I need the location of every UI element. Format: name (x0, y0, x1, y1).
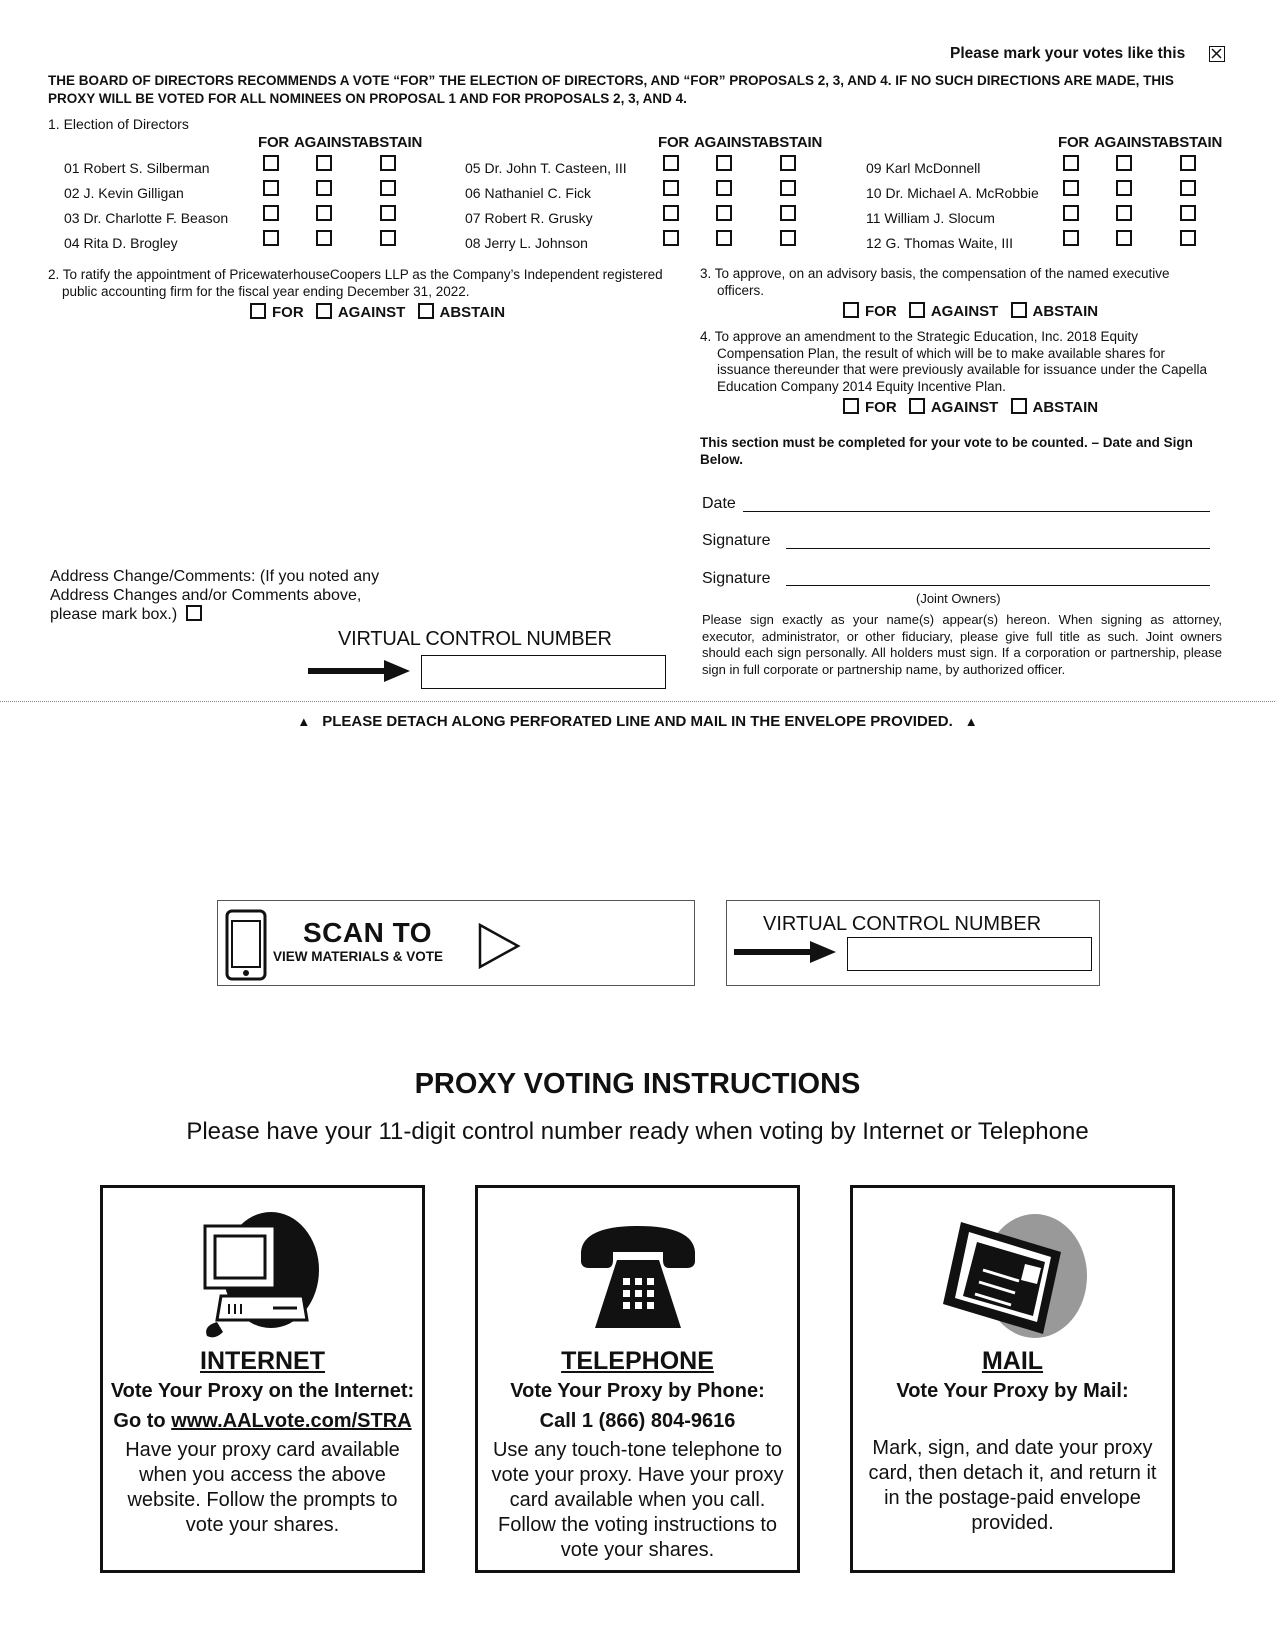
nominee-name: 06 Nathaniel C. Fick (465, 185, 592, 201)
col-header-abstain: ABSTAIN (358, 134, 423, 151)
option-label: ABSTAIN (1032, 303, 1099, 320)
proposal-2-for-checkbox[interactable] (250, 303, 266, 319)
smartphone-icon (224, 909, 268, 981)
address-change-checkbox[interactable] (186, 605, 202, 621)
proposal-3-for-checkbox[interactable] (843, 302, 859, 318)
col-header-abstain: ABSTAIN (1158, 134, 1223, 151)
option-label: FOR (865, 303, 897, 320)
nominee-10-abstain-checkbox[interactable] (1180, 180, 1196, 196)
option-label: ABSTAIN (1032, 399, 1099, 416)
option-label: AGAINST (930, 399, 999, 416)
arrow-right-icon (734, 939, 836, 965)
telephone-number: Call 1 (866) 804-9616 (539, 1410, 736, 1432)
play-triangle-icon (478, 923, 522, 969)
internet-subtitle: Vote Your Proxy on the Internet: (110, 1380, 415, 1402)
nominee-6-for-checkbox[interactable] (663, 180, 679, 196)
address-change-label: Address Change/Comments: (If you noted any Address Changes and/or Comments above, please mark box.) (50, 568, 380, 623)
computer-icon (193, 1212, 333, 1342)
internet-card (100, 1185, 425, 1573)
nominee-10-for-checkbox[interactable] (1063, 180, 1079, 196)
col-header-for: FOR (1058, 134, 1090, 151)
nominee-7-against-checkbox[interactable] (716, 205, 732, 221)
board-recommendation: THE BOARD OF DIRECTORS RECOMMENDS A VOTE “FOR” THE ELECTION OF DIRECTORS, AND “FOR” PROPOSALS 2, 3, AND 4. IF NO SUCH DIRECTIONS ARE MADE, THIS PROXY WILL BE VOTED FOR ALL NOMINEES ON PROPOSAL 1 AND FOR PROPOSALS 2, 3, AND 4. (48, 73, 1174, 106)
sign-instructions: Please sign exactly as your name(s) appear(s) hereon. When signing as attorney, executor, administrator, or other fiduciary, please give full title as such. Joint owners should each sign personally. All holders must sign. If a corporation or partnership, please sign in full corporate or partnership name, by authorized officer. (702, 612, 1222, 677)
go-to-label: Go to (113, 1410, 172, 1432)
col-header-against: AGAINST (1094, 134, 1161, 151)
date-label: Date (702, 495, 736, 512)
telephone-body: Use any touch-tone telephone to vote your proxy. Have your proxy card available when you call. Follow the voting instructions to vote your shares. (491, 1439, 784, 1561)
nominee-2-abstain-checkbox[interactable] (380, 180, 396, 196)
nominee-6-against-checkbox[interactable] (716, 180, 732, 196)
nominee-name: 07 Robert R. Grusky (465, 210, 593, 226)
proposal-4-options (843, 398, 1098, 416)
nominee-11-for-checkbox[interactable] (1063, 205, 1079, 221)
option-label: FOR (272, 304, 304, 321)
nominee-11-against-checkbox[interactable] (1116, 205, 1132, 221)
nominee-7-for-checkbox[interactable] (663, 205, 679, 221)
nominee-7-abstain-checkbox[interactable] (780, 205, 796, 221)
up-triangle-icon: ▲ (964, 714, 978, 729)
election-title: 1. Election of Directors (48, 116, 189, 132)
option-label: AGAINST (337, 304, 406, 321)
telephone-icon (573, 1212, 703, 1342)
perforation-line (0, 701, 1275, 702)
nominee-3-against-checkbox[interactable] (316, 205, 332, 221)
internet-title: INTERNET (200, 1347, 325, 1375)
option-label: AGAINST (930, 303, 999, 320)
nominee-12-against-checkbox[interactable] (1116, 230, 1132, 246)
internet-body: Have your proxy card available when you access the above website. Follow the prompts to vote your shares. (125, 1439, 400, 1536)
nominee-12-for-checkbox[interactable] (1063, 230, 1079, 246)
telephone-card (475, 1185, 800, 1573)
nominee-name: 09 Karl McDonnell (866, 160, 981, 176)
mail-body: Mark, sign, and date your proxy card, then detach it, and return it in the postage-paid envelope provided. (868, 1437, 1157, 1534)
nominee-5-abstain-checkbox[interactable] (780, 155, 796, 171)
address-change-text (50, 567, 380, 624)
nominee-11-abstain-checkbox[interactable] (1180, 205, 1196, 221)
detach-instruction (0, 713, 1275, 730)
nominee-name: 03 Dr. Charlotte F. Beason (64, 210, 229, 226)
scan-to-box[interactable] (217, 900, 695, 986)
example-mark-icon (1209, 46, 1225, 62)
date-field[interactable] (743, 511, 1210, 512)
nominee-8-abstain-checkbox[interactable] (780, 230, 796, 246)
col-header-against: AGAINST (294, 134, 361, 151)
scan-to-title: SCAN TO (303, 917, 432, 948)
nominee-name: 02 J. Kevin Gilligan (64, 185, 184, 201)
proposal-3-text: 3. To approve, on an advisory basis, the compensation of the named executive officers. (700, 266, 1170, 298)
virtual-control-number-box (726, 900, 1100, 986)
nominee-8-for-checkbox[interactable] (663, 230, 679, 246)
nominee-name: 05 Dr. John T. Casteen, III (465, 160, 627, 176)
nominee-2-for-checkbox[interactable] (263, 180, 279, 196)
mail-subtitle: Vote Your Proxy by Mail: (896, 1380, 1129, 1402)
nominee-3-abstain-checkbox[interactable] (380, 205, 396, 221)
proposal-4-text: 4. To approve an amendment to the Strategic Education, Inc. 2018 Equity Compensation Plan, the result of which will be to make available shares for issuance thereunder that were previously available for issuance under the Capella Education Company 2014 Equity Incentive Plan. (700, 329, 1208, 394)
nominee-name: 08 Jerry L. Johnson (465, 235, 588, 251)
proposal-2-against-checkbox[interactable] (316, 303, 332, 319)
nominee-3-for-checkbox[interactable] (263, 205, 279, 221)
mail-envelope-icon (933, 1212, 1093, 1342)
instructions-subtitle: Please have your 11-digit control number ready when voting by Internet or Telephone (186, 1118, 1089, 1145)
virtual-control-number-field[interactable] (421, 655, 666, 689)
col-header-abstain: ABSTAIN (758, 134, 823, 151)
arrow-right-icon (308, 658, 410, 684)
col-header-against: AGAINST (694, 134, 761, 151)
detach-text: PLEASE DETACH ALONG PERFORATED LINE AND MAIL IN THE ENVELOPE PROVIDED. (322, 713, 953, 730)
virtual-control-number-field[interactable] (847, 937, 1092, 971)
nominee-6-abstain-checkbox[interactable] (780, 180, 796, 196)
mark-instruction: Please mark your votes like this (950, 45, 1186, 62)
nominee-10-against-checkbox[interactable] (1116, 180, 1132, 196)
signature-label: Signature (702, 532, 771, 549)
signature-label: Signature (702, 570, 771, 587)
proposal-3-against-checkbox[interactable] (909, 302, 925, 318)
signature-field[interactable] (786, 548, 1210, 549)
mail-card (850, 1185, 1175, 1573)
proposal-4-against-checkbox[interactable] (909, 398, 925, 414)
internet-url-line (103, 1406, 422, 1436)
nominee-name: 12 G. Thomas Waite, III (866, 235, 1014, 251)
internet-url-link[interactable]: www.AALvote.com/STRA (171, 1410, 412, 1432)
proposal-2-abstain-checkbox[interactable] (418, 303, 434, 319)
up-triangle-icon: ▲ (297, 714, 311, 729)
nominee-12-abstain-checkbox[interactable] (1180, 230, 1196, 246)
proposal-3-abstain-checkbox[interactable] (1011, 302, 1027, 318)
proposal-3-options (843, 302, 1098, 320)
nominee-name: 10 Dr. Michael A. McRobbie (866, 185, 1039, 201)
option-label: ABSTAIN (439, 304, 506, 321)
nominee-name: 11 William J. Slocum (866, 210, 995, 226)
nominee-name: 01 Robert S. Silberman (64, 160, 210, 176)
joint-owners-label: (Joint Owners) (916, 591, 1001, 606)
nominee-4-abstain-checkbox[interactable] (380, 230, 396, 246)
nominee-5-for-checkbox[interactable] (663, 155, 679, 171)
section-note: This section must be completed for your vote to be counted. – Date and Sign Below. (700, 435, 1193, 467)
nominee-1-for-checkbox[interactable] (263, 155, 279, 171)
joint-signature-field[interactable] (786, 585, 1210, 586)
instructions-title: PROXY VOTING INSTRUCTIONS (414, 1068, 861, 1100)
nominee-name: 04 Rita D. Brogley (64, 235, 178, 251)
nominee-1-abstain-checkbox[interactable] (380, 155, 396, 171)
proposal-4-for-checkbox[interactable] (843, 398, 859, 414)
nominee-8-against-checkbox[interactable] (716, 230, 732, 246)
option-label: FOR (865, 399, 897, 416)
mail-title: MAIL (981, 1347, 1044, 1375)
proposal-2-options (250, 303, 505, 321)
nominee-4-against-checkbox[interactable] (316, 230, 332, 246)
nominee-9-against-checkbox[interactable] (1116, 155, 1132, 171)
nominee-9-for-checkbox[interactable] (1063, 155, 1079, 171)
col-header-for: FOR (658, 134, 690, 151)
col-header-for: FOR (258, 134, 290, 151)
telephone-title: TELEPHONE (561, 1347, 714, 1375)
virtual-control-number-label: VIRTUAL CONTROL NUMBER (338, 628, 612, 650)
virtual-control-number-label: VIRTUAL CONTROL NUMBER (763, 913, 1042, 935)
nominee-4-for-checkbox[interactable] (263, 230, 279, 246)
telephone-subtitle: Vote Your Proxy by Phone: (510, 1380, 765, 1402)
nominee-2-against-checkbox[interactable] (316, 180, 332, 196)
nominee-1-against-checkbox[interactable] (316, 155, 332, 171)
proposal-4-abstain-checkbox[interactable] (1011, 398, 1027, 414)
nominee-5-against-checkbox[interactable] (716, 155, 732, 171)
proposal-2-text: 2. To ratify the appointment of PricewaterhouseCoopers LLP as the Company’s Independent registered public accounting firm for the fiscal year ending December 31, 2022. (48, 267, 663, 299)
nominee-9-abstain-checkbox[interactable] (1180, 155, 1196, 171)
scan-to-subtitle: VIEW MATERIALS & VOTE (273, 949, 444, 964)
